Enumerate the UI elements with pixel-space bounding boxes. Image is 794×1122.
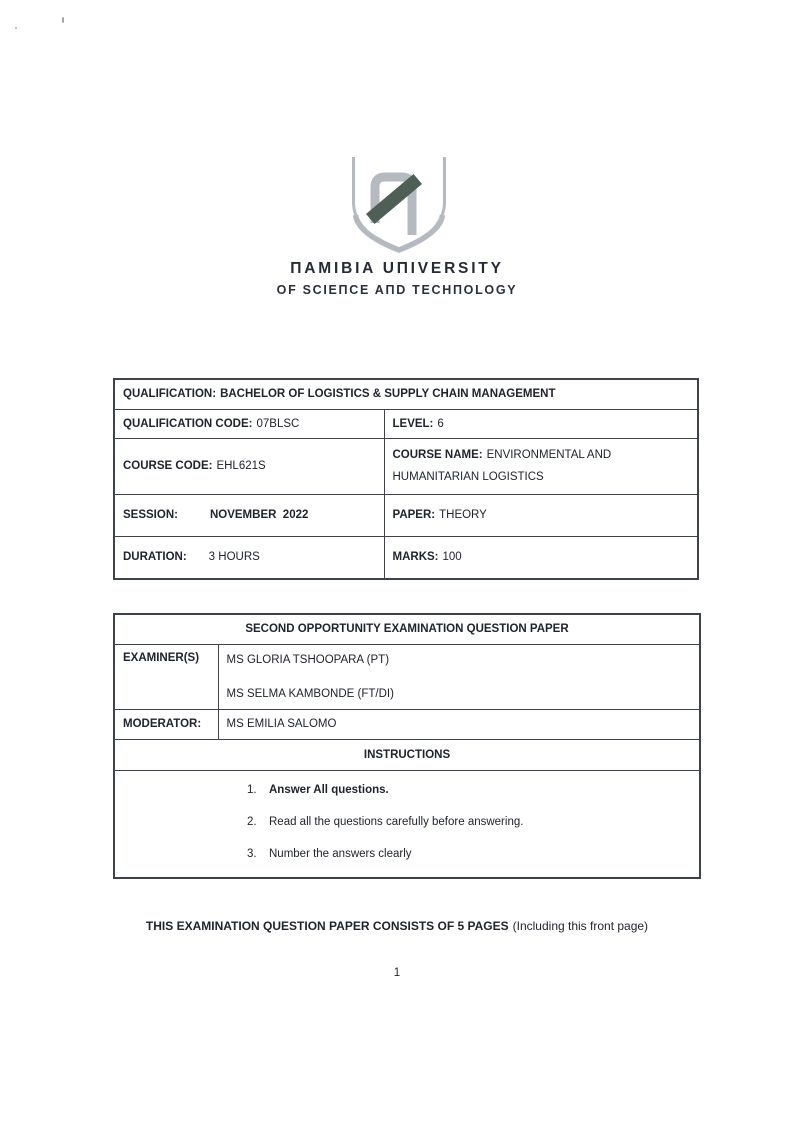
course-name-cell (384, 438, 698, 494)
paper-value: THEORY (439, 509, 487, 521)
examiners-names-cell (218, 644, 700, 709)
level-cell (384, 409, 698, 438)
exam-paper-title: SECOND OPPORTUNITY EXAMINATION QUESTION PAPER (114, 614, 700, 644)
examination-table (113, 613, 701, 879)
instruction-3-number: 3. (247, 847, 257, 860)
duration-cell (114, 536, 384, 579)
qualification-cell (114, 379, 698, 409)
instruction-1-number: 1. (247, 783, 257, 796)
session-value: NOVEMBER 2022 (209, 509, 309, 521)
course-info-table (113, 378, 699, 580)
paper-label: PAPER: (392, 509, 436, 521)
instruction-1-text: Answer All questions. (269, 783, 389, 796)
course-row (114, 438, 698, 494)
qualification-row (114, 379, 698, 409)
instructions-body-row (114, 770, 700, 878)
examiners-row (114, 644, 700, 709)
exam-title-row (114, 614, 700, 644)
shield-bottom-crescent (356, 215, 443, 250)
level-value: 6 (437, 417, 444, 430)
university-shield-logo (351, 157, 447, 258)
paper-cell (384, 494, 698, 536)
qualification-code-label: QUALIFICATION CODE: (123, 417, 253, 430)
code-level-row (114, 409, 698, 438)
qualification-code-value: 07BLSC (256, 417, 300, 430)
instruction-2-text: Read all the questions carefully before answering. (269, 815, 524, 828)
university-wordmark: ΠAMIBIA UΠIVERSITY (290, 260, 504, 277)
examiners-label: EXAMINER(S) (114, 644, 218, 709)
university-wordmark-subline: OF SCIEΠCE AΠD TECHΠOLOGY (276, 283, 518, 297)
duration-label: DURATION: (123, 551, 187, 564)
instruction-item-1 (247, 781, 691, 800)
page-number: 1 (393, 967, 401, 979)
scan-artifact-dot (15, 27, 17, 29)
instruction-2-number: 2. (247, 815, 257, 828)
course-code-label: COURSE CODE: (123, 460, 213, 472)
moderator-row (114, 709, 700, 739)
marks-label: MARKS: (392, 551, 439, 564)
moderator-name: MS EMILIA SALOMO (218, 709, 700, 739)
duration-value: 3 HOURS (208, 551, 260, 564)
level-label: LEVEL: (392, 417, 434, 430)
course-name-value-line2: HUMANITARIAN LOGISTICS (392, 471, 544, 483)
session-label: SESSION: (123, 509, 178, 521)
qualification-value: BACHELOR OF LOGISTICS & SUPPLY CHAIN MANAGEMENT (220, 388, 556, 401)
duration-marks-row (114, 536, 698, 579)
course-name-label: COURSE NAME: (392, 449, 483, 461)
page-count-statement-note: (Including this front page) (512, 919, 649, 933)
marks-cell (384, 536, 698, 579)
page-count-statement (0, 919, 794, 933)
scan-artifact (62, 17, 64, 23)
shield-outline (354, 157, 445, 251)
examiner-2: MS SELMA KAMBONDE (FT/DI) (226, 687, 394, 700)
session-cell (114, 494, 384, 536)
course-code-cell (114, 438, 384, 494)
course-name-value-line1: ENVIRONMENTAL AND (486, 449, 612, 461)
page-count-statement-bold: THIS EXAMINATION QUESTION PAPER CONSISTS OF 5 PAGES (145, 919, 509, 933)
qualification-label: QUALIFICATION: (123, 388, 217, 401)
marks-value: 100 (442, 551, 462, 564)
moderator-label: MODERATOR: (114, 709, 218, 739)
instructions-list (114, 770, 700, 878)
course-code-value: EHL621S (216, 460, 266, 472)
instructions-title: INSTRUCTIONS (114, 739, 700, 770)
instructions-title-row (114, 739, 700, 770)
instruction-item-2 (247, 813, 691, 832)
qualification-code-cell (114, 409, 384, 438)
instruction-item-3 (247, 845, 691, 864)
examiner-1: MS GLORIA TSHOOPARA (PT) (226, 653, 390, 666)
instruction-3-text: Number the answers clearly (269, 847, 412, 860)
session-paper-row (114, 494, 698, 536)
